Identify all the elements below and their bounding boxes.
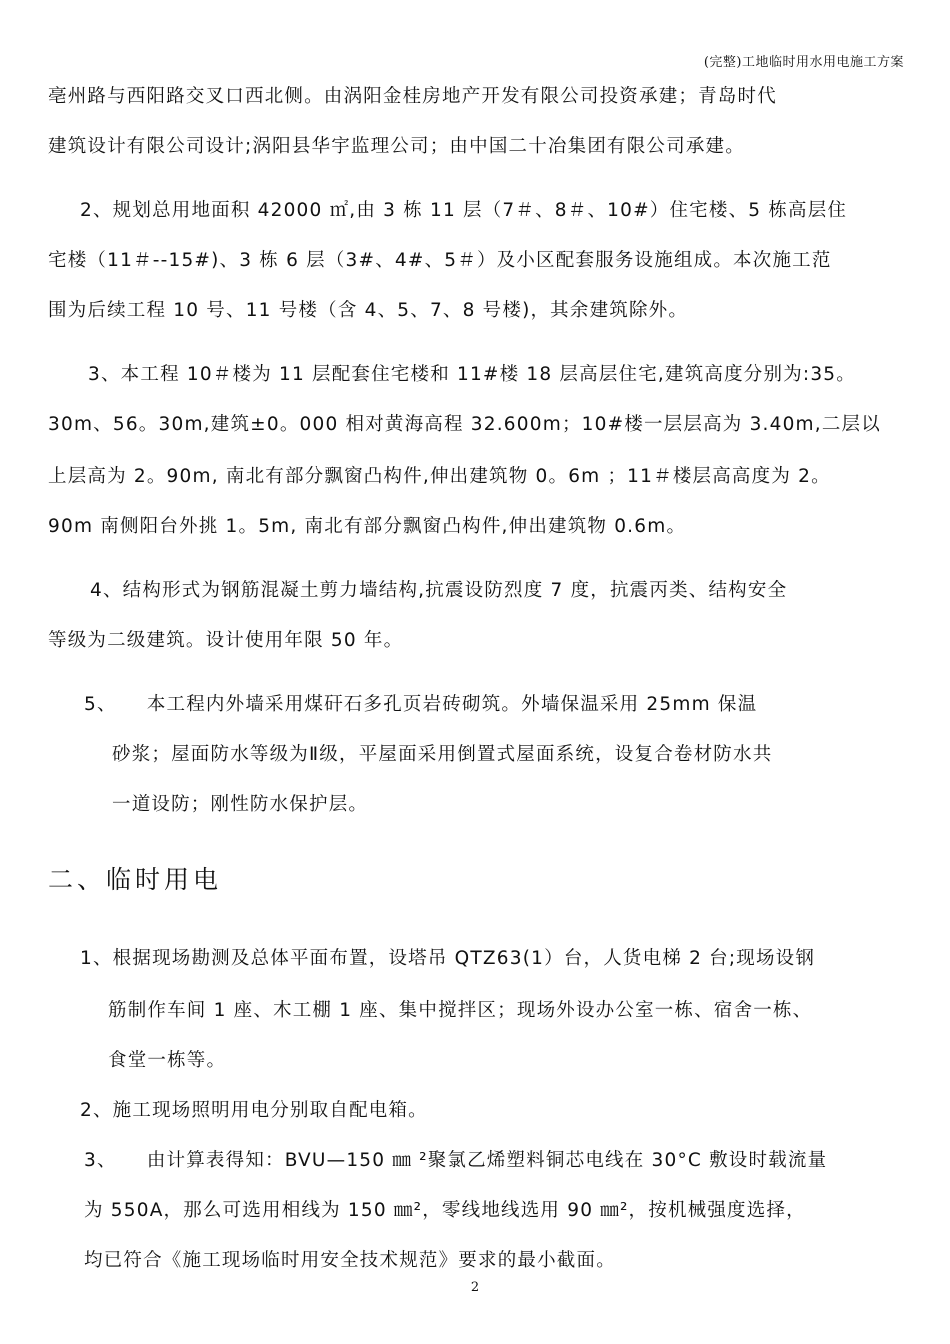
list-item-line: 筋制作车间 1 座、木工棚 1 座、集中搅拌区；现场外设办公室一栋、宿舍一栋、 bbox=[108, 1000, 813, 1021]
running-header: (完整)工地临时用水用电施工方案 bbox=[703, 55, 904, 70]
body-line: 90m 南侧阳台外挑 1。5m, 南北有部分飘窗凸构件,伸出建筑物 0.6m。 bbox=[48, 516, 687, 537]
body-line: 建筑设计有限公司设计;涡阳县华宇监理公司；由中国二十冶集团有限公司承建。 bbox=[48, 136, 745, 157]
list-item-line: 一道设防；刚性防水保护层。 bbox=[112, 794, 369, 815]
list-item-line: 2、施工现场照明用电分别取自配电箱。 bbox=[80, 1100, 428, 1121]
list-item-line: 食堂一栋等。 bbox=[108, 1050, 227, 1071]
list-item-line: 3、 由计算表得知：BVU—150 ㎜ ²聚氯乙烯塑料铜芯电线在 30°C 敷设时载流量 bbox=[84, 1150, 828, 1171]
body-line: 4、结构形式为钢筋混凝土剪力墙结构,抗震设防烈度 7 度，抗震丙类、结构安全 bbox=[90, 580, 788, 601]
body-line: 30m、56。30m,建筑±0。000 相对黄海高程 32.600m；10#楼一层层高为 3.40m,二层以 bbox=[48, 414, 881, 435]
list-item-line: 5、 本工程内外墙采用煤矸石多孔页岩砖砌筑。外墙保温采用 25mm 保温 bbox=[84, 694, 758, 715]
list-item-line: 1、根据现场勘测及总体平面布置，设塔吊 QTZ63(1）台，人货电梯 2 台;现场设钢 bbox=[80, 948, 816, 969]
body-line: 围为后续工程 10 号、11 号楼（含 4、5、7、8 号楼)，其余建筑除外。 bbox=[48, 300, 689, 321]
body-line: 上层高为 2。90m, 南北有部分飘窗凸构件,伸出建筑物 0。6m ；11＃楼层高高度为 2。 bbox=[48, 466, 831, 487]
page-number: 2 bbox=[470, 1280, 480, 1295]
body-line: 等级为二级建筑。设计使用年限 50 年。 bbox=[48, 630, 404, 651]
list-item-line: 均已符合《施工现场临时用安全技术规范》要求的最小截面。 bbox=[84, 1250, 616, 1271]
section-heading: 二、临时用电 bbox=[48, 865, 223, 894]
body-line: 2、规划总用地面积 42000 ㎡,由 3 栋 11 层（7＃、8＃、10#）住宅楼、5 栋高层住 bbox=[80, 200, 848, 221]
body-line: 3、本工程 10＃楼为 11 层配套住宅楼和 11#楼 18 层高层住宅,建筑高度分别为:35。 bbox=[88, 364, 856, 385]
list-item-line: 砂浆；屋面防水等级为Ⅱ级，平屋面采用倒置式屋面系统，设复合卷材防水共 bbox=[112, 744, 773, 765]
body-line: 宅楼（11＃--15#)、3 栋 6 层（3#、4#、5＃）及小区配套服务设施组成。本次施工范 bbox=[48, 250, 832, 271]
list-item-line: 为 550A，那么可选用相线为 150 ㎜²，零线地线选用 90 ㎜²，按机械强度选择， bbox=[84, 1200, 806, 1221]
body-line: 亳州路与西阳路交叉口西北侧。由涡阳金桂房地产开发有限公司投资承建；青岛时代 bbox=[48, 86, 777, 107]
